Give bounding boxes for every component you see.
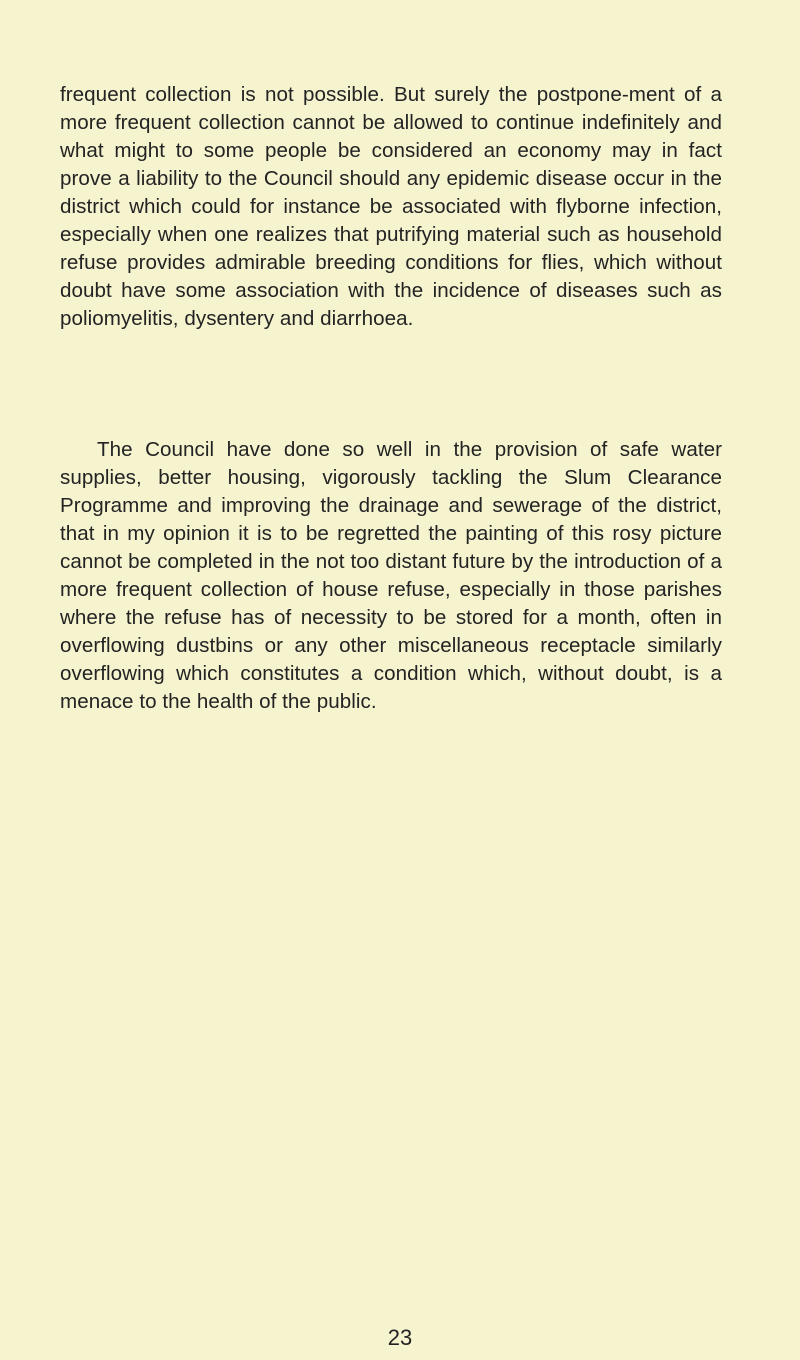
page-number: 23 — [387, 1325, 413, 1350]
paragraph-refuse-collection: frequent collection is not possible. But surely the postpone-ment of a more frequent collection cannot be allowed to continue indefinitely and what might to some people be considered an economy may in fact prove a liability to the Council should any epidemic disease occur in the district which could for instance be associated with flyborne infection, especially when one realizes that putrifying material such as household refuse provides admirable breeding conditions for flies, which without doubt have some association with the incidence of diseases such as poliomyelitis, dysentery and diarrhoea. — [60, 82, 722, 330]
paragraph-council-provisions: The Council have done so well in the provision of safe water supplies, better housing, vigorously tackling the Slum Clearance Programme and improving the drainage and sewerage of the district, that in my opinion it is to be regretted the painting of this rosy picture cannot be completed in the not too distant future by the introduction of a more frequent collection of house refuse, especially in those parishes where the refuse has of necessity to be stored for a month, often in overflowing dustbins or any other miscellaneous receptacle similarly overflowing which constitutes a condition which, without doubt, is a menace to the health of the public. — [60, 437, 722, 713]
